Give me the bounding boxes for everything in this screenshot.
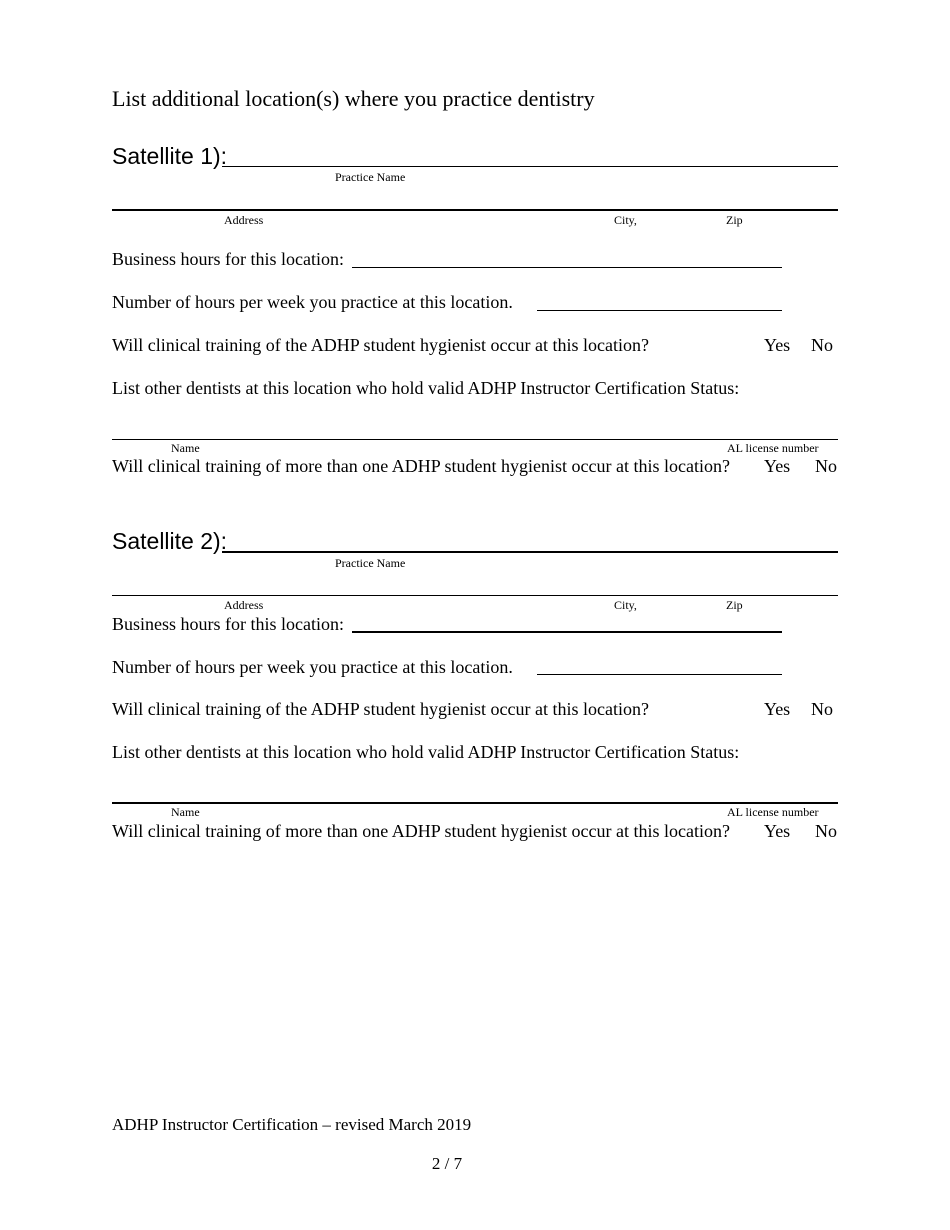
- satellite-1-address-field[interactable]: [112, 209, 838, 211]
- satellite-2-business-hours-field[interactable]: [352, 631, 782, 633]
- multiple-students-question: Will clinical training of more than one ADHP student hygienist occur at this location?: [112, 456, 730, 476]
- page-heading: List additional location(s) where you practice dentistry: [112, 86, 595, 111]
- business-hours-label: Business hours for this location:: [112, 614, 344, 634]
- address-caption: Address: [224, 213, 264, 227]
- satellite-2-hours-per-week-field[interactable]: [537, 674, 782, 675]
- satellite-1-no-option[interactable]: No: [811, 335, 833, 355]
- practice-name-caption: Practice Name: [335, 556, 406, 570]
- name-caption: Name: [171, 805, 200, 819]
- satellite-1-other-dentists-field[interactable]: [112, 439, 838, 440]
- satellite-2-label: Satellite 2):: [112, 528, 228, 554]
- clinical-training-question: Will clinical training of the ADHP student hygienist occur at this location?: [112, 699, 649, 719]
- address-caption: Address: [224, 598, 264, 612]
- clinical-training-question: Will clinical training of the ADHP student hygienist occur at this location?: [112, 335, 649, 355]
- city-caption: City,: [614, 598, 637, 612]
- satellite-1-multi-yes-option[interactable]: Yes: [764, 456, 791, 476]
- satellite-2-other-dentists-field[interactable]: [112, 802, 838, 804]
- name-caption: Name: [171, 441, 200, 455]
- satellite-2-multi-yes-option[interactable]: Yes: [764, 821, 791, 841]
- zip-caption: Zip: [726, 213, 743, 227]
- other-dentists-label: List other dentists at this location who hold valid ADHP Instructor Certification Status:: [112, 742, 740, 762]
- other-dentists-label: List other dentists at this location who hold valid ADHP Instructor Certification Status:: [112, 378, 740, 398]
- satellite-1-multi-no-option[interactable]: No: [815, 456, 837, 476]
- multiple-students-question: Will clinical training of more than one ADHP student hygienist occur at this location?: [112, 821, 730, 841]
- license-caption: AL license number: [727, 805, 819, 819]
- hours-per-week-label: Number of hours per week you practice at this location.: [112, 292, 513, 312]
- footer-revision: ADHP Instructor Certification – revised March 2019: [112, 1115, 472, 1134]
- city-caption: City,: [614, 213, 637, 227]
- satellite-1-practice-name-field[interactable]: [222, 166, 838, 167]
- hours-per-week-label: Number of hours per week you practice at this location.: [112, 657, 513, 677]
- satellite-1-business-hours-field[interactable]: [352, 267, 782, 268]
- satellite-1-yes-option[interactable]: Yes: [764, 335, 791, 355]
- satellite-1-hours-per-week-field[interactable]: [537, 310, 782, 311]
- satellite-2-practice-name-field[interactable]: [222, 551, 838, 553]
- license-caption: AL license number: [727, 441, 819, 455]
- practice-name-caption: Practice Name: [335, 170, 406, 184]
- satellite-2-multi-no-option[interactable]: No: [815, 821, 837, 841]
- zip-caption: Zip: [726, 598, 743, 612]
- satellite-2-address-field[interactable]: [112, 595, 838, 596]
- page-number: 2 / 7: [431, 1154, 463, 1173]
- satellite-1-label: Satellite 1):: [112, 143, 228, 169]
- business-hours-label: Business hours for this location:: [112, 249, 344, 269]
- satellite-2-no-option[interactable]: No: [811, 699, 833, 719]
- satellite-2-yes-option[interactable]: Yes: [764, 699, 791, 719]
